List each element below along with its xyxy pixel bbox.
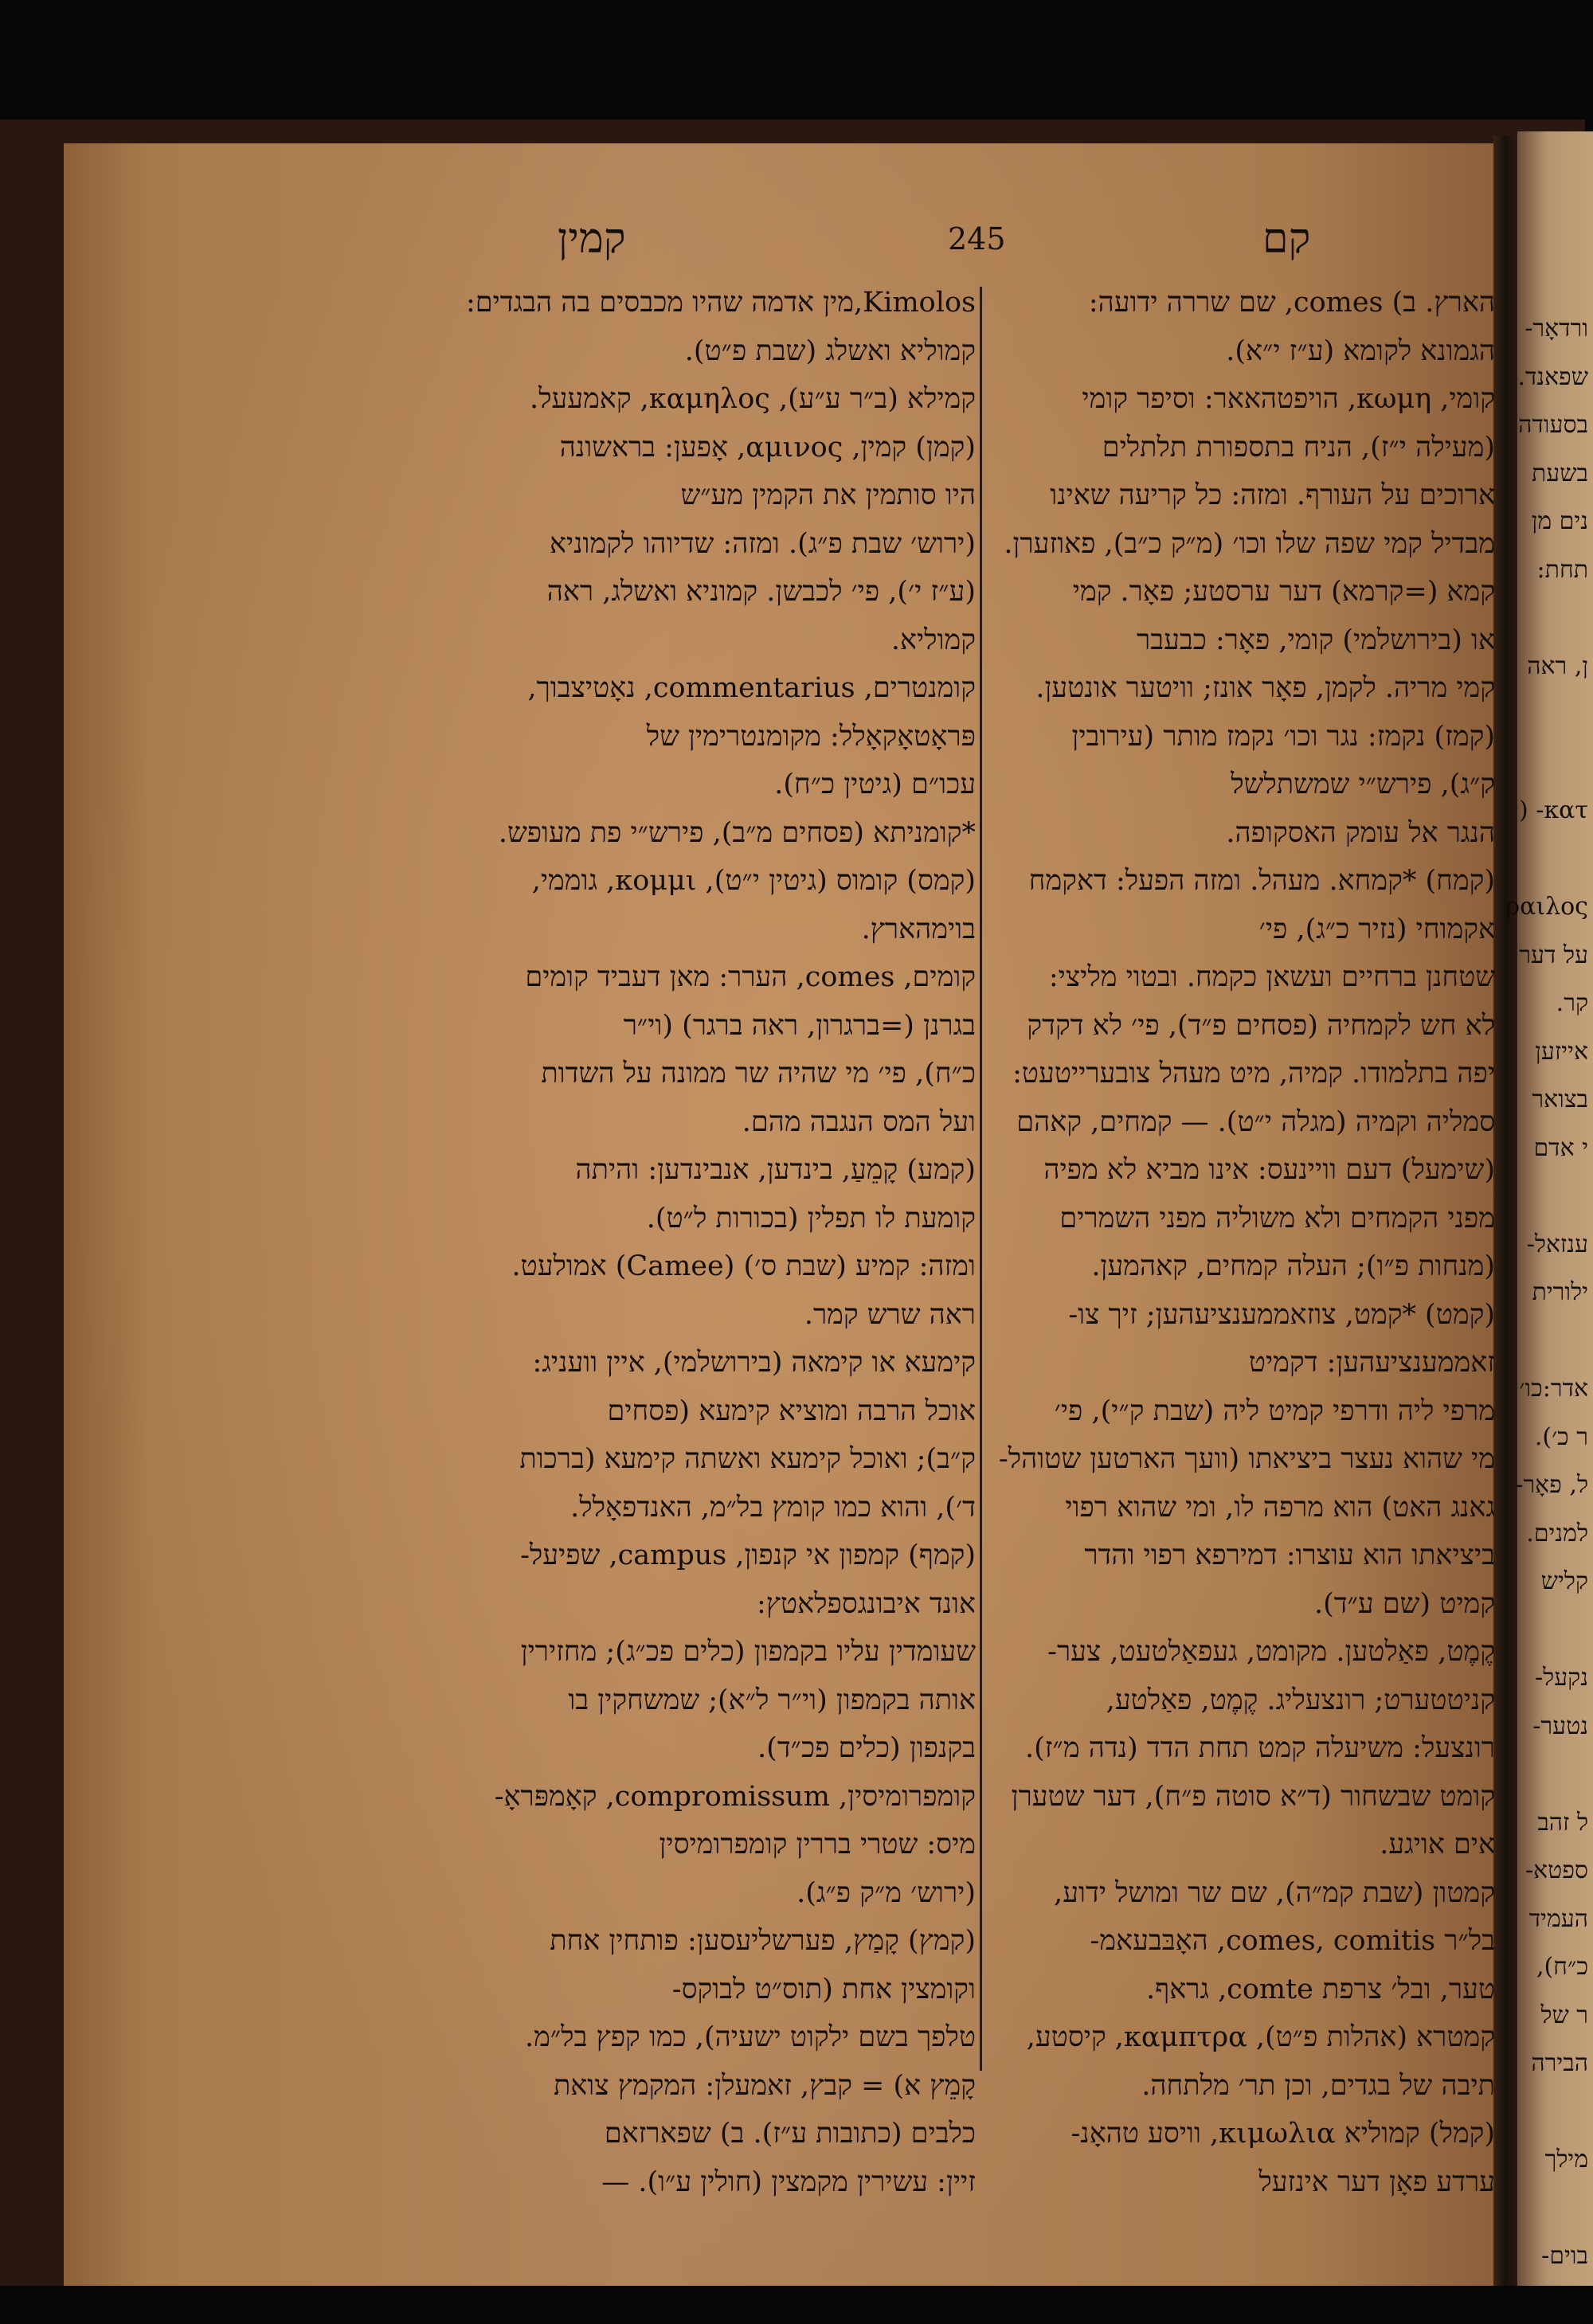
- text-line: (קמע) קָמֵעַ, בינדען, אנבינדען: והיתה: [575, 1154, 976, 1186]
- running-head-right: קם: [1262, 215, 1311, 263]
- text-line: מבדיל קמי שפה שלו וכו׳ (מ״ק כ״ב), פאוזערן.: [1004, 527, 1495, 560]
- running-head-left: קמין: [558, 215, 626, 263]
- text-line: יפה בתלמודו. קמיה, מיט מעהל צובערייטעט:: [1012, 1058, 1495, 1090]
- next-page-fragment: נטער-: [1532, 1712, 1588, 1740]
- next-page-fragment: ραιλος: [1505, 893, 1588, 921]
- next-page-fragment: ענזאל-: [1526, 1230, 1588, 1258]
- text-line: (קמל) קמוליא κιμωλια, וויסע טהאָנ-: [1070, 2118, 1495, 2150]
- text-line: שעומדין עליו בקמפון (כלים פכ״ג); מחזירין: [520, 1636, 976, 1668]
- text-line: שטחנן ברחיים ועשאן כקמח. ובטוי מליצי:: [1048, 961, 1495, 993]
- next-page-fragment: העמיד: [1528, 1904, 1588, 1933]
- text-line: ערדע פאָן דער אינזעל: [1258, 2166, 1495, 2198]
- text-line: קמיט (שם ע״ד).: [1313, 1587, 1495, 1620]
- next-page-fragment: למנים.: [1526, 1519, 1588, 1547]
- text-line: קומי, κωμη, הויפטהאאר: וסיפר קומי: [1082, 383, 1495, 415]
- next-page-fragment: קליש: [1540, 1567, 1588, 1595]
- text-line: אותה בקמפון (וי״ר ל״א); שמשחקין בו: [568, 1684, 976, 1716]
- text-line: בל״ר comes, comitis, האָבּבעאמ-: [1090, 1925, 1495, 1957]
- text-line: רונצעל: משיעלה קמט תחת הדד (נדה מ״ז).: [1024, 1732, 1495, 1764]
- text-line: (ירוש׳ מ״ק פ״ג).: [796, 1876, 976, 1909]
- text-line: קומים, comes, הערר: מאן דעביד קומים: [525, 961, 976, 993]
- text-line: בוימהארץ.: [861, 913, 976, 945]
- next-page-fragment: מילך: [1544, 2146, 1588, 2173]
- text-line: (שימעל) דעם וויינעס: אינו מביא לא מפיה: [1043, 1154, 1495, 1186]
- next-page-fragment: על דער: [1519, 941, 1588, 969]
- text-line: ועל המס הנגבה מהם.: [742, 1105, 976, 1138]
- text-line: קמוליא ואשלג (שבת פ״ט).: [684, 335, 976, 367]
- next-page-fragment: נים מן: [1531, 507, 1588, 535]
- text-line: Kimolos,מין אדמה שהיו מכבסים בה הבגדים:: [465, 287, 976, 319]
- text-line: מי שהוא נעצר ביציאתו (וועך הארטען שטוהל-: [998, 1443, 1495, 1475]
- next-page-fragment: ספטא-: [1525, 1856, 1588, 1884]
- text-line: קימעא או קימאה (בירושלמי), איין וועניג:: [532, 1347, 976, 1379]
- text-line: קומנטרים, commentarius, נאָטיצבוך,: [527, 672, 976, 704]
- next-page-fragment: י אדם: [1533, 1133, 1588, 1162]
- next-page-fragment: κατ- (: [1519, 796, 1588, 824]
- next-page-fragment: ילורית: [1532, 1278, 1588, 1306]
- text-line: קָמֵץ א) = קבץ, זאמעלן: המקמץ צואת: [553, 2069, 976, 2102]
- next-page-fragment: בוים-: [1541, 2242, 1588, 2270]
- text-line: ראה שרש קמר.: [804, 1298, 976, 1331]
- next-page-fragment: ורדאָר-: [1525, 315, 1588, 342]
- text-line: קמא (=קרמא) דער ערסטע; פאָר. קמי: [1072, 576, 1495, 608]
- text-line: זאממענציעהען: דקמיט: [1248, 1347, 1495, 1379]
- text-line: קניטטערט; רונצעליג. קֶמֶט, פאַלטע,: [1106, 1684, 1495, 1716]
- next-page-fragment: שפאנד.: [1517, 362, 1588, 391]
- next-page-fragment: אדר:כו׳: [1519, 1375, 1588, 1403]
- text-line: או (בירושלמי) קומי, פאָר: כבעבר: [1137, 624, 1495, 656]
- text-line: קמי מריה. לקמן, פאָר אונז; וויטער אונטען.: [1035, 672, 1495, 704]
- next-page-fragment: הבירה: [1531, 2049, 1588, 2077]
- text-line: עכו״ם (גיטין כ״ח).: [774, 769, 976, 800]
- text-line: טער, ובל׳ צרפת comte, גראף.: [1145, 1973, 1495, 2005]
- text-line: (קמץ) קָמַץ, פערשליעסען: פותחין אחת: [550, 1925, 976, 1957]
- text-line: (מנחות פ״ו); העלה קמחים, קאהמען.: [1091, 1250, 1495, 1282]
- next-page-fragment: נקעל-: [1535, 1664, 1588, 1692]
- text-line: מיס: שטרי בררין קומפרומיסין: [659, 1829, 976, 1860]
- next-page-fragment: בצואר: [1532, 1086, 1588, 1113]
- text-line: (ע״ז י׳), פי׳ לכבשן. קמוניא ואשלג, ראה: [546, 576, 976, 608]
- text-line: (קמן) קמין, αμινος, אָפען: בראשונה: [559, 431, 976, 464]
- text-line: לא חש לקמחיה (פסחים פ״ד), פי׳ לא דקדק: [1027, 1009, 1495, 1042]
- text-line: בגרנן (=ברגרון, ראה ברגר) (וי״ר: [623, 1009, 976, 1042]
- text-line: קמטרא (אהלות פ״ט), καμπτρα, קיסטע,: [1026, 2021, 1495, 2053]
- text-line: מרפי ליה ודרפי קמיט ליה (שבת ק״י), פי׳: [1054, 1395, 1495, 1427]
- next-page-fragment: ל, פאָר-: [1515, 1471, 1588, 1499]
- text-line: סמליה וקמיה (מגלה י״ט). — קמחים, קאהם: [1016, 1105, 1495, 1138]
- text-line: (קמז) נקמז: נגר וכו׳ נקמז מותר (עירובין: [1071, 720, 1495, 753]
- next-page-fragment: אייזען: [1535, 1037, 1588, 1066]
- next-page-fragment: ל זהב: [1537, 1808, 1588, 1837]
- text-line: כלבים (כתובות ע״ז). ב) שפארזאם: [604, 2118, 976, 2150]
- text-line: אונד איבונגספלאטץ:: [756, 1587, 976, 1620]
- next-page-fragment: בשעת: [1532, 459, 1588, 487]
- text-line: כ״ח), פי׳ מי שהיה שר ממונה על השדות: [541, 1058, 976, 1090]
- text-line: ד׳), והוא כמו קומץ בל״מ, האנדפאָלל.: [570, 1491, 976, 1524]
- text-line: קומפרומיסין, compromissum, קאָמפּראָ-: [494, 1780, 976, 1813]
- text-line: תיבה של בגדים, וכן תר׳ מלתחה.: [1141, 2069, 1495, 2102]
- text-line: ארוכים על העורף. ומזה: כל קריעה שאינו: [1050, 479, 1495, 511]
- text-line: ומזה: קמיע (שבת ס׳) (Camee) אמולעט.: [511, 1250, 976, 1282]
- text-line: (מעילה י״ז), הניח בתספורת תלתלים: [1102, 431, 1495, 464]
- text-line: פּראָטאָקאָלל: מקומנטרימין של: [646, 720, 976, 753]
- next-page-fragment: תחת:: [1536, 555, 1588, 584]
- next-page-fragment: קר.: [1556, 989, 1588, 1017]
- left-column: [402, 279, 976, 2206]
- text-line: הנגר אל עומק האסקופה.: [1226, 816, 1495, 849]
- text-line: אים אויגע.: [1380, 1829, 1495, 1860]
- text-line: קמוליא.: [890, 624, 976, 656]
- text-line: בקנפון (כלים פכ״ד).: [757, 1732, 976, 1764]
- text-line: היו סותמין את הקמין מע״ש: [680, 479, 976, 511]
- text-line: מפני הקמחים ולא משוליה מפני השמרים: [1059, 1202, 1495, 1234]
- right-column: [973, 279, 1495, 2206]
- text-line: טלפך בשם ילקוט ישעיה), כמו קפץ בל״מ.: [524, 2021, 976, 2053]
- next-page-edge: [1505, 131, 1593, 2286]
- text-line: וקומצין אחת (תוס״ט לבוקס-: [671, 1973, 976, 2005]
- text-line: *קומניתא (פסחים מ״ב), פירש״י פת מעופש.: [498, 816, 976, 849]
- next-page-fragment: בסעודה: [1518, 411, 1588, 439]
- text-line: קמילא (ב״ר ע״ע), καμηλος, קאמעעל.: [529, 383, 976, 415]
- text-line: קמטון (שבת קמ״ה), שם שר ומושל ידוע,: [1054, 1876, 1495, 1909]
- text-line: (ירוש׳ שבת פ״ג). ומזה: שדיוהו לקמוניא: [549, 527, 976, 560]
- text-line: (קמס) קומוס (גיטין י״ט), κομμι, גוממי,: [531, 865, 976, 897]
- text-line: קֶמֶט, פאַלטען. מקומט, געפאַלטעט, צער-: [1047, 1636, 1495, 1668]
- text-line: קומעת לו תפלין (בכורות ל״ט).: [646, 1202, 976, 1234]
- text-line: אוכל הרבה ומוציא קימעא (פסחים: [607, 1395, 976, 1427]
- next-page-fragment: ר של: [1540, 2001, 1588, 2029]
- text-line: קומט שבשחור (ד״א סוטה פ״ח), דער שטערן: [1011, 1780, 1495, 1813]
- text-line: זיין: עשירין מקמצין (חולין ע״ו). —: [601, 2166, 976, 2198]
- text-line: אקמוחי (נזיר כ״ג), פי׳: [1258, 913, 1495, 945]
- text-line: הארץ. ב) comes, שם שררה ידועה:: [1088, 287, 1495, 319]
- text-line: גאנג האט) הוא מרפה לו, ומי שהוא רפוי: [1065, 1491, 1495, 1524]
- text-line: ביציאתו הוא עוצרו: דמירפא רפוי והדר: [1084, 1540, 1495, 1571]
- next-page-fragment: ר כ׳).: [1534, 1422, 1588, 1451]
- text-line: (קמט) *קמט, צוזאממענציעהען; זיך צו-: [1068, 1298, 1495, 1331]
- text-line: (קמף) קמפון אי קנפון, campus, שפיעל-: [520, 1540, 976, 1571]
- text-line: ק״ג), פירש״י שמשתלשל: [1231, 769, 1495, 800]
- text-line: ק״ב); ואוכל קימעא ואשתה קימעא (ברכות: [519, 1443, 976, 1475]
- page-number: 245: [948, 221, 1006, 256]
- text-line: (קמח) *קמחא. מעהל. ומזה הפעל: דאקמח: [1028, 865, 1495, 897]
- text-line: הגמונא לקומא (ע״ז י״א).: [1226, 335, 1495, 367]
- next-page-fragment: ן, ראה: [1527, 651, 1588, 680]
- next-page-fragment: כ״ח),: [1536, 1953, 1588, 1981]
